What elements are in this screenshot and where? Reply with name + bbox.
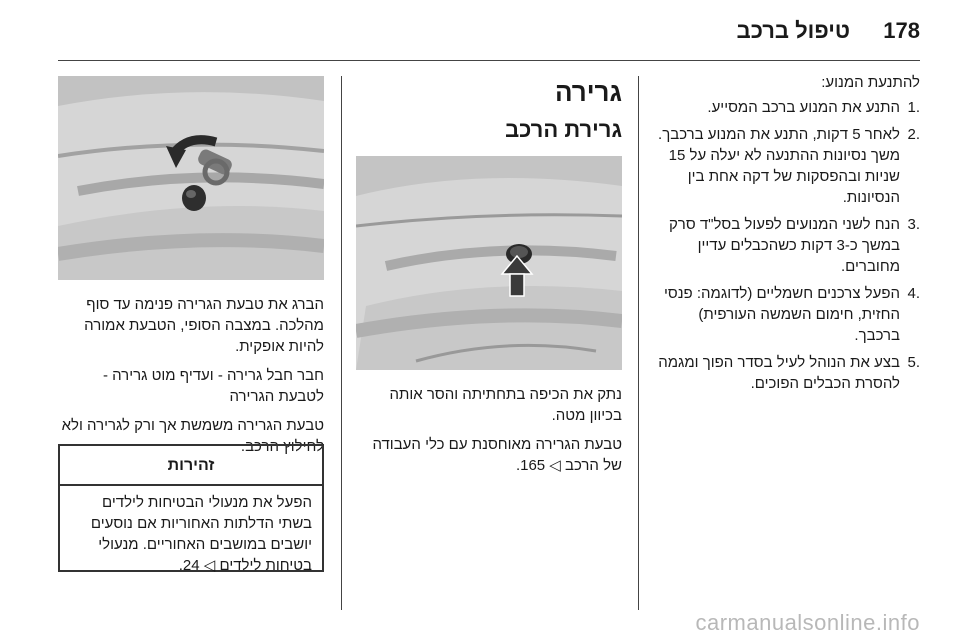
caution-box — [58, 444, 324, 572]
screw-in-eye-text: הברג את טבעת הגרירה פנימה עד סוף מהלכה. במצבה הסופי, הטבעת אמורה להיות אופקית. — [84, 296, 324, 355]
towing-eye-storage-text: טבעת הגרירה מאוחסנת עם כלי העבודה של הרכב ◁ 165. — [372, 436, 622, 474]
starting-steps — [652, 97, 920, 394]
starting-intro: להתנעת המנוע: — [821, 74, 920, 91]
step-text: התנע את המנוע ברכב המסייע. — [707, 99, 900, 116]
towing-eye-usage-text: טבעת הגרירה משמשת אך ורק לגרירה ולא לחילוץ הרכב. — [61, 417, 324, 455]
page-number: 178 — [883, 18, 920, 43]
step-number: .2 — [907, 126, 920, 143]
step-text: הפעל צרכנים חשמליים (לדוגמה: פנסי החזית, חימום השמשה העורפית) ברכבך. — [663, 285, 900, 344]
step-number: .5 — [907, 354, 920, 371]
chapter-title: טיפול ברכב — [736, 18, 850, 43]
section-heading: גרירה — [554, 77, 622, 107]
caution-title: זהירות — [60, 446, 322, 486]
step-number: .3 — [907, 216, 920, 233]
header-rule — [58, 60, 920, 61]
towing-eye-photo — [58, 76, 324, 280]
middle-column — [356, 76, 622, 484]
watermark: carmanualsonline.info — [695, 610, 920, 635]
bumper-cover-illustration — [356, 156, 622, 370]
step-number: .1 — [907, 99, 920, 116]
page-header — [0, 14, 960, 54]
left-column — [58, 76, 324, 465]
bumper-cover-photo — [356, 156, 622, 370]
column-divider-right — [638, 76, 639, 610]
step-item — [652, 97, 920, 118]
step-item — [652, 124, 920, 208]
step-text: בצע את הנוהל לעיל בסדר הפוך ומגמה להסרת הכבלים הפוכים. — [658, 354, 900, 392]
step-text: הנח לשני המנועים לפעול בסל"ד סרק במשך כ-3 דקות כשהכבלים עדיין מחוברים. — [668, 216, 900, 275]
column-divider-left — [341, 76, 342, 610]
attach-rope-text: חבר חבל גרירה - ועדיף מוט גרירה - לטבעת הגרירה — [102, 367, 324, 405]
step-item — [652, 214, 920, 277]
step-item — [652, 283, 920, 346]
cover-removal-text: נתק את הכיפה בתחתיתה והסר אותה בכיוון מטה. — [389, 386, 622, 424]
caution-text: הפעל את מנעולי הבטיחות לילדים בשתי הדלתות האחוריות אם נוסעים יושבים במושבים האחוריים. מנעולי בטיחות לילדים ◁ 24. — [90, 494, 312, 574]
towing-eye-illustration — [58, 76, 324, 280]
step-text: לאחר 5 דקות, התנע את המנוע ברכבך. משך נסיונות ההתנעה לא יעלה על 15 שניות ובהפסקות של דקה אחת בין הנסיונות. — [658, 126, 900, 206]
right-column — [652, 72, 920, 400]
step-item — [652, 352, 920, 394]
step-number: .4 — [907, 285, 920, 302]
subsection-heading: גרירת הרכב — [505, 117, 622, 142]
